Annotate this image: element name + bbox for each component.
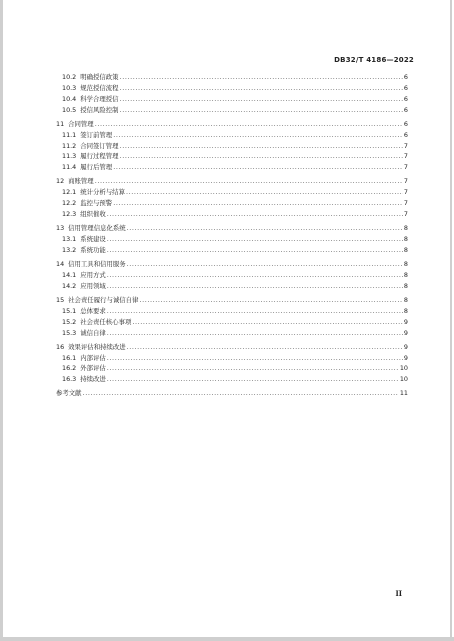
toc-entry-title: 内部评估	[80, 353, 106, 362]
page-edge-right	[450, 0, 452, 641]
toc-entry-number: 12.2	[62, 199, 77, 208]
toc-entry-label	[56, 105, 119, 116]
toc-leader-dots	[107, 234, 403, 245]
toc-leader-dots	[127, 342, 403, 353]
toc-entry[interactable]	[56, 374, 408, 385]
toc-entry-page: 7	[403, 141, 408, 150]
toc-leader-dots	[83, 388, 399, 399]
toc-entry-title: 规范授信流程	[80, 83, 119, 92]
toc-entry-label	[56, 119, 94, 130]
toc-entry-title: 社会责任履行与诚信自律	[68, 295, 139, 304]
toc-entry[interactable]	[56, 72, 408, 83]
toc-entry-label	[56, 328, 106, 339]
toc-entry-number: 12.3	[62, 210, 77, 219]
toc-entry-number: 12.1	[62, 188, 77, 197]
toc-leader-dots	[127, 223, 403, 234]
toc-entry-label	[56, 209, 106, 220]
toc-entry-title: 信用工具和信用服务	[68, 260, 126, 268]
page-number: II	[395, 589, 402, 598]
toc-entry-page: 6	[403, 73, 408, 81]
toc-entry-title: 总体要求	[80, 306, 106, 315]
toc-entry-page: 8	[403, 270, 408, 279]
toc-entry-page: 9	[403, 328, 408, 337]
toc-entry-number: 15.2	[62, 317, 77, 326]
toc-leader-dots	[120, 94, 403, 105]
toc-entry[interactable]	[56, 105, 408, 116]
toc-entry-title: 明确授信政策	[80, 73, 119, 81]
toc-entry-title: 系统建设	[80, 235, 106, 244]
toc-entry[interactable]	[56, 295, 408, 306]
toc-entry[interactable]	[56, 388, 408, 399]
toc-entry-number: 10.3	[62, 83, 77, 92]
toc-entry-page: 9	[403, 353, 408, 362]
toc-entry[interactable]	[56, 270, 408, 281]
toc-entry[interactable]	[56, 162, 408, 173]
toc-entry-page: 9	[403, 317, 408, 326]
toc-entry-title: 信用管理信息化系统	[68, 224, 126, 233]
toc-entry-number: 10.5	[62, 105, 77, 114]
toc-leader-dots	[107, 328, 403, 339]
toc-entry-number: 10.2	[62, 73, 77, 81]
toc-leader-dots	[107, 209, 403, 220]
toc-entry-number: 14	[56, 260, 65, 268]
toc-entry-label	[56, 245, 106, 256]
toc-leader-dots	[126, 187, 403, 198]
toc-leader-dots	[120, 83, 403, 94]
toc-entry-title: 统计分析与结算	[80, 188, 125, 197]
toc-entry[interactable]	[56, 353, 408, 364]
toc-entry-label	[56, 234, 106, 245]
toc-entry-title: 商账管理	[68, 177, 94, 186]
toc-entry[interactable]	[56, 281, 408, 292]
toc-entry-label	[56, 388, 82, 399]
toc-leader-dots	[120, 105, 403, 116]
toc-leader-dots	[95, 119, 403, 130]
toc-entry-label	[56, 176, 94, 187]
toc-leader-dots	[139, 295, 402, 306]
toc-leader-dots	[107, 353, 403, 364]
toc-entry-number: 12	[56, 177, 65, 186]
toc-entry[interactable]	[56, 317, 408, 328]
toc-entry-label	[56, 281, 106, 292]
toc-entry[interactable]	[56, 94, 408, 105]
toc-entry-number: 11.4	[62, 163, 77, 172]
toc-leader-dots	[132, 317, 403, 328]
toc-leader-dots	[107, 281, 403, 292]
toc-entry-page: 9	[403, 342, 408, 351]
toc-entry-label	[56, 374, 106, 385]
toc-entry-label	[56, 83, 119, 94]
toc-entry-number: 16	[56, 342, 65, 351]
toc-entry-page: 11	[399, 389, 408, 398]
toc-entry-page: 8	[403, 245, 408, 254]
toc-entry-page: 10	[399, 375, 408, 384]
toc-leader-dots	[107, 363, 399, 374]
toc-entry-page: 6	[403, 83, 408, 92]
toc-entry-title: 应用领域	[80, 281, 106, 290]
toc-entry-title: 应用方式	[80, 270, 106, 279]
toc-entry-number: 14.1	[62, 270, 77, 279]
toc-entry[interactable]	[56, 83, 408, 94]
toc-entry-page: 8	[403, 224, 408, 233]
toc-leader-dots	[107, 245, 403, 256]
toc-entry-page: 6	[403, 130, 408, 139]
toc-entry-page: 8	[403, 295, 408, 304]
toc-entry-label	[56, 198, 112, 209]
toc-entry-title: 诚信自律	[80, 328, 106, 337]
toc-entry-title: 合同签订管理	[80, 141, 119, 150]
toc-entry-title: 监控与预警	[80, 199, 113, 208]
toc-entry-title: 外部评估	[80, 364, 106, 373]
toc-entry-number: 11.3	[62, 152, 77, 161]
page-edge-bottom	[0, 637, 454, 641]
toc-entry-page: 10	[399, 364, 408, 373]
toc-entry-number: 15.3	[62, 328, 77, 337]
toc-entry[interactable]	[56, 342, 408, 353]
toc-entry-title: 授信风险控制	[80, 105, 119, 114]
toc-leader-dots	[113, 198, 403, 209]
toc-entry-page: 8	[403, 281, 408, 290]
toc-entry-page: 7	[403, 177, 408, 186]
toc-entry-label	[56, 306, 106, 317]
toc-entry-page: 6	[403, 94, 408, 103]
toc-entry-title: 签订前管理	[80, 130, 113, 139]
toc-entry[interactable]	[56, 223, 408, 234]
document-code: DB32/T 4186—2022	[334, 56, 414, 64]
toc-entry-label	[56, 72, 119, 83]
toc-leader-dots	[120, 151, 403, 162]
toc-entry-page: 7	[403, 152, 408, 161]
toc-entry[interactable]	[56, 234, 408, 245]
toc-entry-label	[56, 187, 125, 198]
toc-leader-dots	[127, 259, 403, 270]
toc-entry-number: 13.2	[62, 245, 77, 254]
toc-entry-label	[56, 130, 112, 141]
toc-entry-title: 参考文献	[56, 389, 82, 398]
toc-entry-page: 8	[403, 235, 408, 244]
toc-entry-title: 系统功能	[80, 245, 106, 254]
toc-entry[interactable]	[56, 151, 408, 162]
toc-entry-label	[56, 141, 119, 152]
toc-entry-title: 合同管理	[68, 119, 94, 128]
toc-entry-label	[56, 259, 126, 270]
toc-entry[interactable]	[56, 187, 408, 198]
page-edge-left	[0, 0, 3, 641]
toc-entry[interactable]	[56, 130, 408, 141]
toc-entry-label	[56, 295, 138, 306]
toc-entry-page: 7	[403, 188, 408, 197]
toc-entry-label	[56, 353, 106, 364]
toc-entry-title: 组织催收	[80, 210, 106, 219]
toc-entry-number: 11.1	[62, 130, 77, 139]
toc-entry-number: 15.1	[62, 306, 77, 315]
toc-entry-number: 16.2	[62, 364, 77, 373]
toc-entry-number: 11.2	[62, 141, 77, 150]
toc-entry[interactable]	[56, 198, 408, 209]
toc-entry-title: 科学合理授信	[80, 94, 119, 103]
toc-entry-title: 社会责任核心事项	[80, 317, 132, 326]
toc-entry[interactable]	[56, 141, 408, 152]
toc-entry-label	[56, 94, 119, 105]
toc-entry-number: 14.2	[62, 281, 77, 290]
toc-entry-number: 16.1	[62, 353, 77, 362]
toc-entry-page: 6	[403, 119, 408, 128]
toc-entry-label	[56, 162, 112, 173]
toc-entry-page: 7	[403, 210, 408, 219]
toc-entry-title: 持续改进	[80, 375, 106, 384]
toc-leader-dots	[107, 374, 399, 385]
toc-leader-dots	[107, 270, 403, 281]
toc-entry-page: 8	[403, 260, 408, 268]
toc-entry-label	[56, 342, 126, 353]
toc-entry-page: 7	[403, 199, 408, 208]
toc-entry-page: 6	[403, 105, 408, 114]
toc-entry-number: 13.1	[62, 235, 77, 244]
toc-entry-label	[56, 317, 131, 328]
toc-entry[interactable]	[56, 119, 408, 130]
toc-entry-number: 10.4	[62, 94, 77, 103]
toc-entry-label	[56, 363, 106, 374]
toc-entry-number: 15	[56, 295, 65, 304]
toc-entry-page: 7	[403, 163, 408, 172]
toc-entry-title: 履行后管理	[80, 163, 113, 172]
toc-entry-label	[56, 223, 126, 234]
table-of-contents	[56, 72, 408, 399]
toc-entry[interactable]	[56, 306, 408, 317]
toc-leader-dots	[107, 306, 403, 317]
toc-entry[interactable]	[56, 245, 408, 256]
toc-leader-dots	[95, 176, 403, 187]
toc-entry-label	[56, 151, 119, 162]
toc-leader-dots	[120, 141, 403, 152]
toc-entry[interactable]	[56, 209, 408, 220]
toc-leader-dots	[120, 72, 403, 83]
toc-entry[interactable]	[56, 259, 408, 270]
toc-entry-title: 履行过程管理	[80, 152, 119, 161]
toc-entry-number: 16.3	[62, 375, 77, 384]
toc-entry-page: 8	[403, 306, 408, 315]
toc-entry[interactable]	[56, 176, 408, 187]
toc-entry-title: 效果评估和持续改进	[68, 342, 126, 351]
toc-leader-dots	[113, 162, 403, 173]
toc-entry-label	[56, 270, 106, 281]
toc-entry-number: 11	[56, 119, 65, 128]
toc-entry[interactable]	[56, 363, 408, 374]
toc-leader-dots	[113, 130, 403, 141]
toc-entry[interactable]	[56, 328, 408, 339]
toc-entry-number: 13	[56, 224, 65, 233]
